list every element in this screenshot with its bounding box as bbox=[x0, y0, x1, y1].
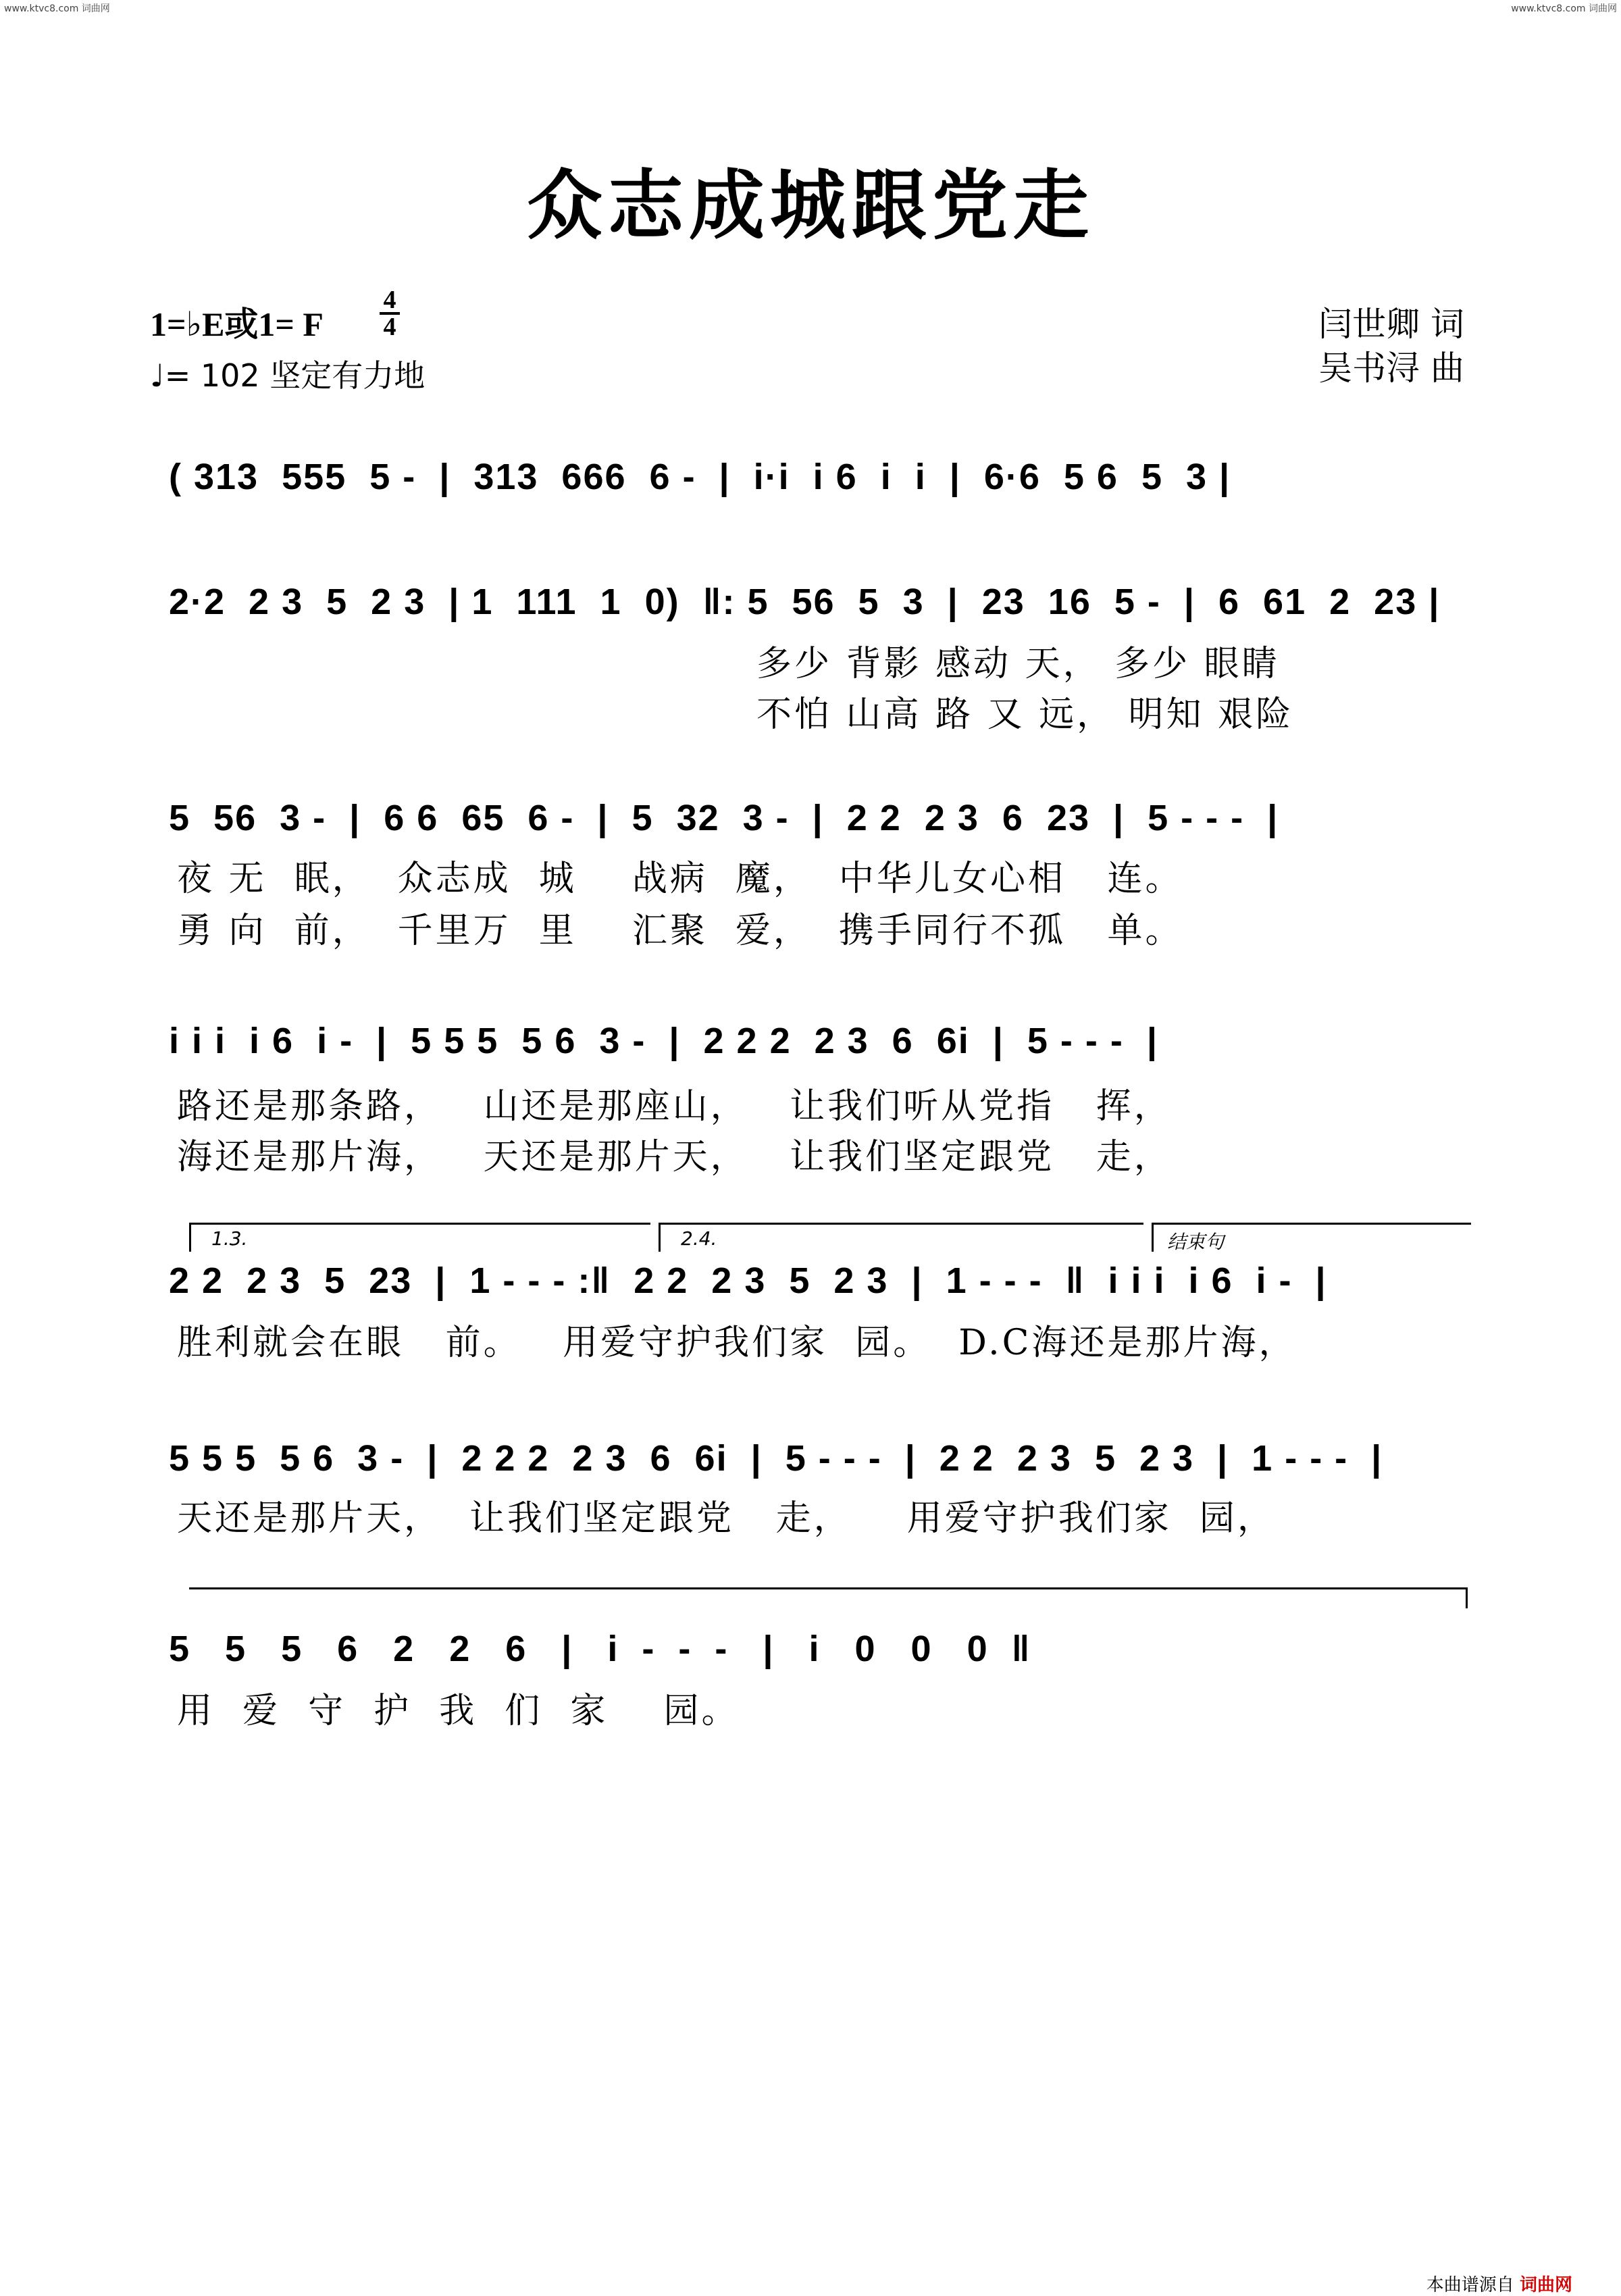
lyric-line-7: 用 爱 守 护 我 们 家 园。 bbox=[177, 1691, 740, 1731]
lyric-line-3a: 夜 无 眠， 众志成 城 战病 魔， 中华儿女心相 连。 bbox=[177, 859, 1183, 899]
footer-text: 本曲谱源自 bbox=[1426, 2275, 1514, 2295]
lyric-line-4b: 海还是那片海， 天还是那片天， 让我们坚定跟党 走， bbox=[177, 1137, 1172, 1177]
lyric-line-4a: 路还是那条路， 山还是那座山， 让我们听从党指 挥， bbox=[177, 1086, 1172, 1127]
page-title: 众志成城跟党走 bbox=[527, 161, 1094, 250]
tempo-marking: ♩= 102 坚定有力地 bbox=[150, 357, 426, 394]
notation-line-4: i i i i 6 i - | 5 5 5 5 6 3 - | 2 2 2 2 3 6 6i | 5 - - - | bbox=[169, 1021, 1158, 1061]
final-bracket bbox=[189, 1587, 1468, 1608]
time-signature bbox=[380, 288, 400, 339]
lyric-line-3b: 勇 向 前， 千里万 里 汇聚 爱， 携手同行不孤 单。 bbox=[177, 911, 1183, 951]
header-site-left: www.ktvc8.com 词曲网 bbox=[4, 3, 110, 14]
notation-line-2: 2·2 2 3 5 2 3 | 1 111 1 0) ‖: 5 56 5 3 | 23 16 5 - | 6 61 2 23 | bbox=[169, 582, 1441, 622]
ending-label: 结束句 bbox=[1167, 1231, 1225, 1253]
lyric-line-5: 胜利就会在眼 前。 用爱守护我们家 园。 D.C海还是那片海， bbox=[177, 1323, 1297, 1363]
time-bottom: 4 bbox=[383, 313, 396, 341]
notation-line-5: 2 2 2 3 5 23 | 1 - - - :‖ 2 2 2 3 5 2 3 | 1 - - - ‖ i i i i 6 i - | bbox=[169, 1260, 1327, 1301]
notation-line-7: 5 5 5 6 2 2 6 | i - - - | i 0 0 0 ‖ bbox=[169, 1629, 1031, 1669]
key-signature bbox=[150, 286, 396, 346]
composer-credit: 吴书浔 曲 bbox=[1318, 349, 1464, 388]
volta-bracket-2 bbox=[659, 1223, 1143, 1252]
ending-bracket bbox=[1152, 1223, 1471, 1252]
key-text: 1=♭E或1= F bbox=[150, 305, 324, 343]
notation-line-1: ( 313 555 5 - | 313 666 6 - | i·i i 6 i i | 6·6 5 6 5 3 | bbox=[169, 457, 1231, 497]
time-top: 4 bbox=[383, 286, 396, 314]
volta-label-1: 1.3. bbox=[211, 1227, 248, 1250]
lyric-line-2b: 不怕 山高 路 又 远， 明知 艰险 bbox=[756, 694, 1294, 735]
volta-label-2: 2.4. bbox=[681, 1227, 717, 1250]
notation-line-3: 5 56 3 - | 6 6 65 6 - | 5 32 3 - | 2 2 2 3 6 23 | 5 - - - | bbox=[169, 798, 1279, 838]
notation-line-6: 5 5 5 5 6 3 - | 2 2 2 2 3 6 6i | 5 - - - | 2 2 2 3 5 2 3 | 1 - - - | bbox=[169, 1438, 1383, 1479]
lyric-line-2a: 多少 背影 感动 天， 多少 眼睛 bbox=[756, 644, 1280, 684]
volta-bracket-1 bbox=[189, 1223, 650, 1252]
header-site-right: www.ktvc8.com 词曲网 bbox=[1511, 3, 1617, 14]
footer-brand[interactable]: 词曲网 bbox=[1519, 2275, 1572, 2295]
lyricist-credit: 闫世卿 词 bbox=[1318, 305, 1464, 344]
lyric-line-6: 天还是那片天， 让我们坚定跟党 走， 用爱守护我们家 园， bbox=[177, 1498, 1275, 1539]
footer-credit bbox=[1426, 2271, 1572, 2296]
